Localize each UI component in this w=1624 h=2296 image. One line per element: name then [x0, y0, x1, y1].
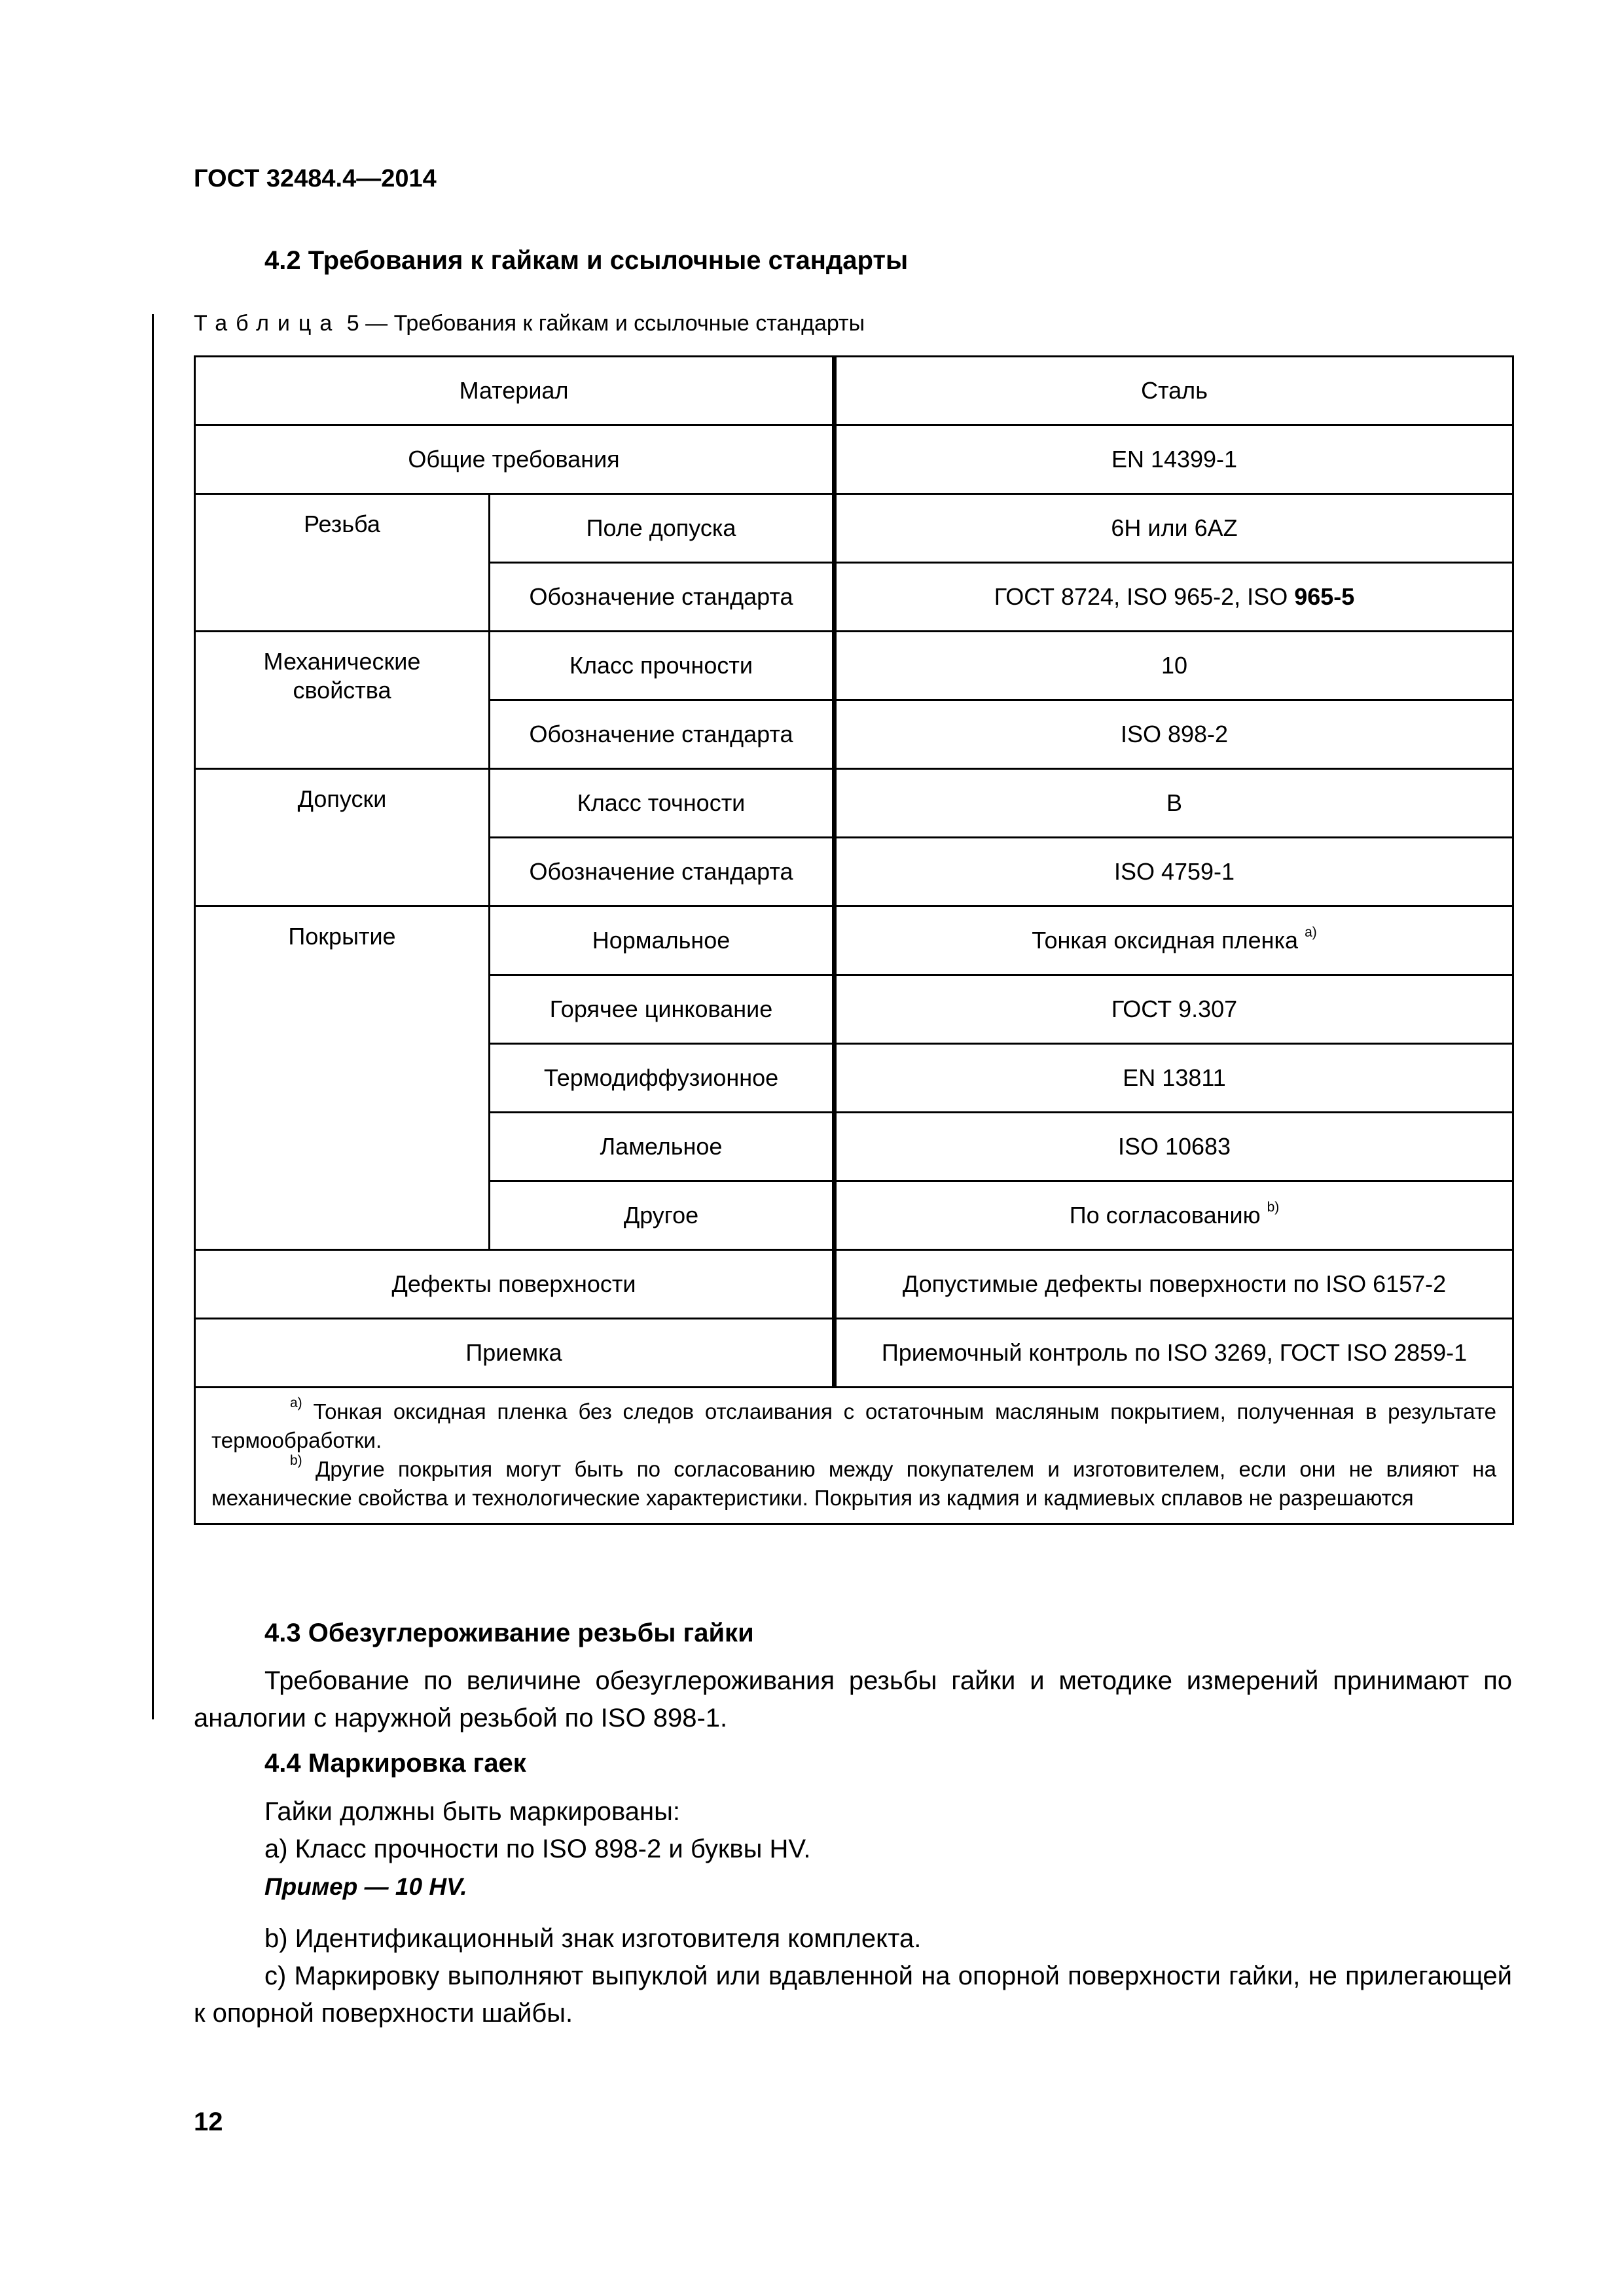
table-cell: Механические свойства	[195, 632, 490, 769]
section-4-3-title: 4.3 Обезуглероживание резьбы гайки	[264, 1619, 754, 1647]
table-cell: Обозначение стандарта	[490, 563, 835, 632]
table-row	[195, 906, 1513, 975]
section-4-4-title: 4.4 Маркировка гаек	[264, 1749, 526, 1778]
table-cell: 6H или 6AZ	[835, 494, 1513, 563]
table-cell: Термодиффузионное	[490, 1044, 835, 1113]
table-cell: Резьба	[195, 494, 490, 632]
section-4-4-list-cont	[194, 1920, 1512, 2032]
thread-std-value: ГОСТ 8724, ISO 965-2, ISO	[994, 583, 1288, 610]
table-cell: B	[835, 769, 1513, 838]
table-cell: 10	[835, 632, 1513, 700]
table-caption-label: Таблица	[194, 311, 341, 336]
table-cell: ГОСТ 9.307	[835, 975, 1513, 1044]
table-cell	[835, 906, 1513, 975]
section-4-2-title: 4.2 Требования к гайкам и ссылочные стандарты	[264, 246, 909, 275]
table-row	[195, 494, 1513, 563]
table-row	[195, 1319, 1513, 1388]
footnote-mark-a: a)	[1305, 925, 1317, 940]
table-row	[195, 632, 1513, 700]
table-cell: ISO 898-2	[835, 700, 1513, 769]
table-cell: Сталь	[835, 357, 1513, 425]
note-a	[211, 1397, 1496, 1455]
table-cell: Общие требования	[195, 425, 835, 494]
page-number: 12	[194, 2108, 223, 2136]
table-cell: Поле допуска	[490, 494, 835, 563]
table-cell	[835, 563, 1513, 632]
document-header: ГОСТ 32484.4—2014	[194, 165, 437, 192]
note-a-text: Тонкая оксидная пленка без следов отслаивания с остаточным масляным покрытием, полученная в результате термообработки.	[211, 1399, 1497, 1452]
marking-example: Пример — 10 HV.	[264, 1873, 467, 1900]
table-cell: Дефекты поверхности	[195, 1250, 835, 1319]
table-cell	[835, 1181, 1513, 1250]
table-caption	[194, 311, 865, 336]
table-cell: Нормальное	[490, 906, 835, 975]
table-cell: Ламельное	[490, 1113, 835, 1181]
table-notes	[195, 1388, 1513, 1524]
note-b-text: Другие покрытия могут быть по согласованию между покупателем и изготовителем, если они не влияют на механические свойства и технологические характеристики. Покрытия из кадмия и кадмиевых сплавов не разрешаются	[211, 1457, 1497, 1510]
section-4-3-paragraph: Требование по величине обезуглероживания резьбы гайки и методике измерений принимают по аналогии с наружной резьбой по ISO 898-1.	[194, 1666, 1512, 1732]
coating-normal-value: Тонкая оксидная пленка	[1032, 927, 1299, 954]
section-4-4-item-c: c) Маркировку выполняют выпуклой или вдавленной на опорной поверхности гайки, не прилегающей к опорной поверхности шайбы.	[194, 1962, 1512, 2028]
note-a-mark: a)	[290, 1395, 302, 1410]
table-caption-text: 5 — Требования к гайкам и ссылочные стандарты	[346, 311, 865, 336]
table-notes-row	[195, 1388, 1513, 1524]
table-cell: Покрытие	[195, 906, 490, 1250]
section-4-4-item-b: b) Идентификационный знак изготовителя комплекта.	[264, 1924, 922, 1953]
table-cell: Приемка	[195, 1319, 835, 1388]
table-cell: Допуски	[195, 769, 490, 906]
section-4-4-item-a: а) Класс прочности по ISO 898-2 и буквы HV.	[264, 1835, 811, 1863]
table-row	[195, 357, 1513, 425]
table-cell: Допустимые дефекты поверхности по ISO 6157-2	[835, 1250, 1513, 1319]
table-cell: Другое	[490, 1181, 835, 1250]
table-cell: Приемочный контроль по ISO 3269, ГОСТ ISO 2859-1	[835, 1319, 1513, 1388]
table-cell: Класс прочности	[490, 632, 835, 700]
table-cell: EN 14399-1	[835, 425, 1513, 494]
table-cell: ISO 10683	[835, 1113, 1513, 1181]
requirements-table	[194, 355, 1514, 1525]
thread-std-value-bold: 965-5	[1294, 583, 1355, 610]
note-b-mark: b)	[290, 1453, 302, 1468]
table-row	[195, 425, 1513, 494]
table-cell: Обозначение стандарта	[490, 838, 835, 906]
section-4-4-intro: Гайки должны быть маркированы:	[264, 1797, 680, 1826]
table-cell: Класс точности	[490, 769, 835, 838]
footnote-mark-b: b)	[1267, 1200, 1280, 1215]
section-4-4-list	[194, 1793, 1512, 1868]
table-cell: Материал	[195, 357, 835, 425]
table-cell: EN 13811	[835, 1044, 1513, 1113]
table-row	[195, 1250, 1513, 1319]
coating-other-value: По согласованию	[1069, 1202, 1261, 1229]
section-4-3-text	[194, 1662, 1512, 1737]
table-row	[195, 769, 1513, 838]
table-cell: ISO 4759-1	[835, 838, 1513, 906]
revision-bar	[152, 314, 154, 1719]
note-b	[211, 1455, 1496, 1513]
table-cell: Горячее цинкование	[490, 975, 835, 1044]
table-cell: Обозначение стандарта	[490, 700, 835, 769]
